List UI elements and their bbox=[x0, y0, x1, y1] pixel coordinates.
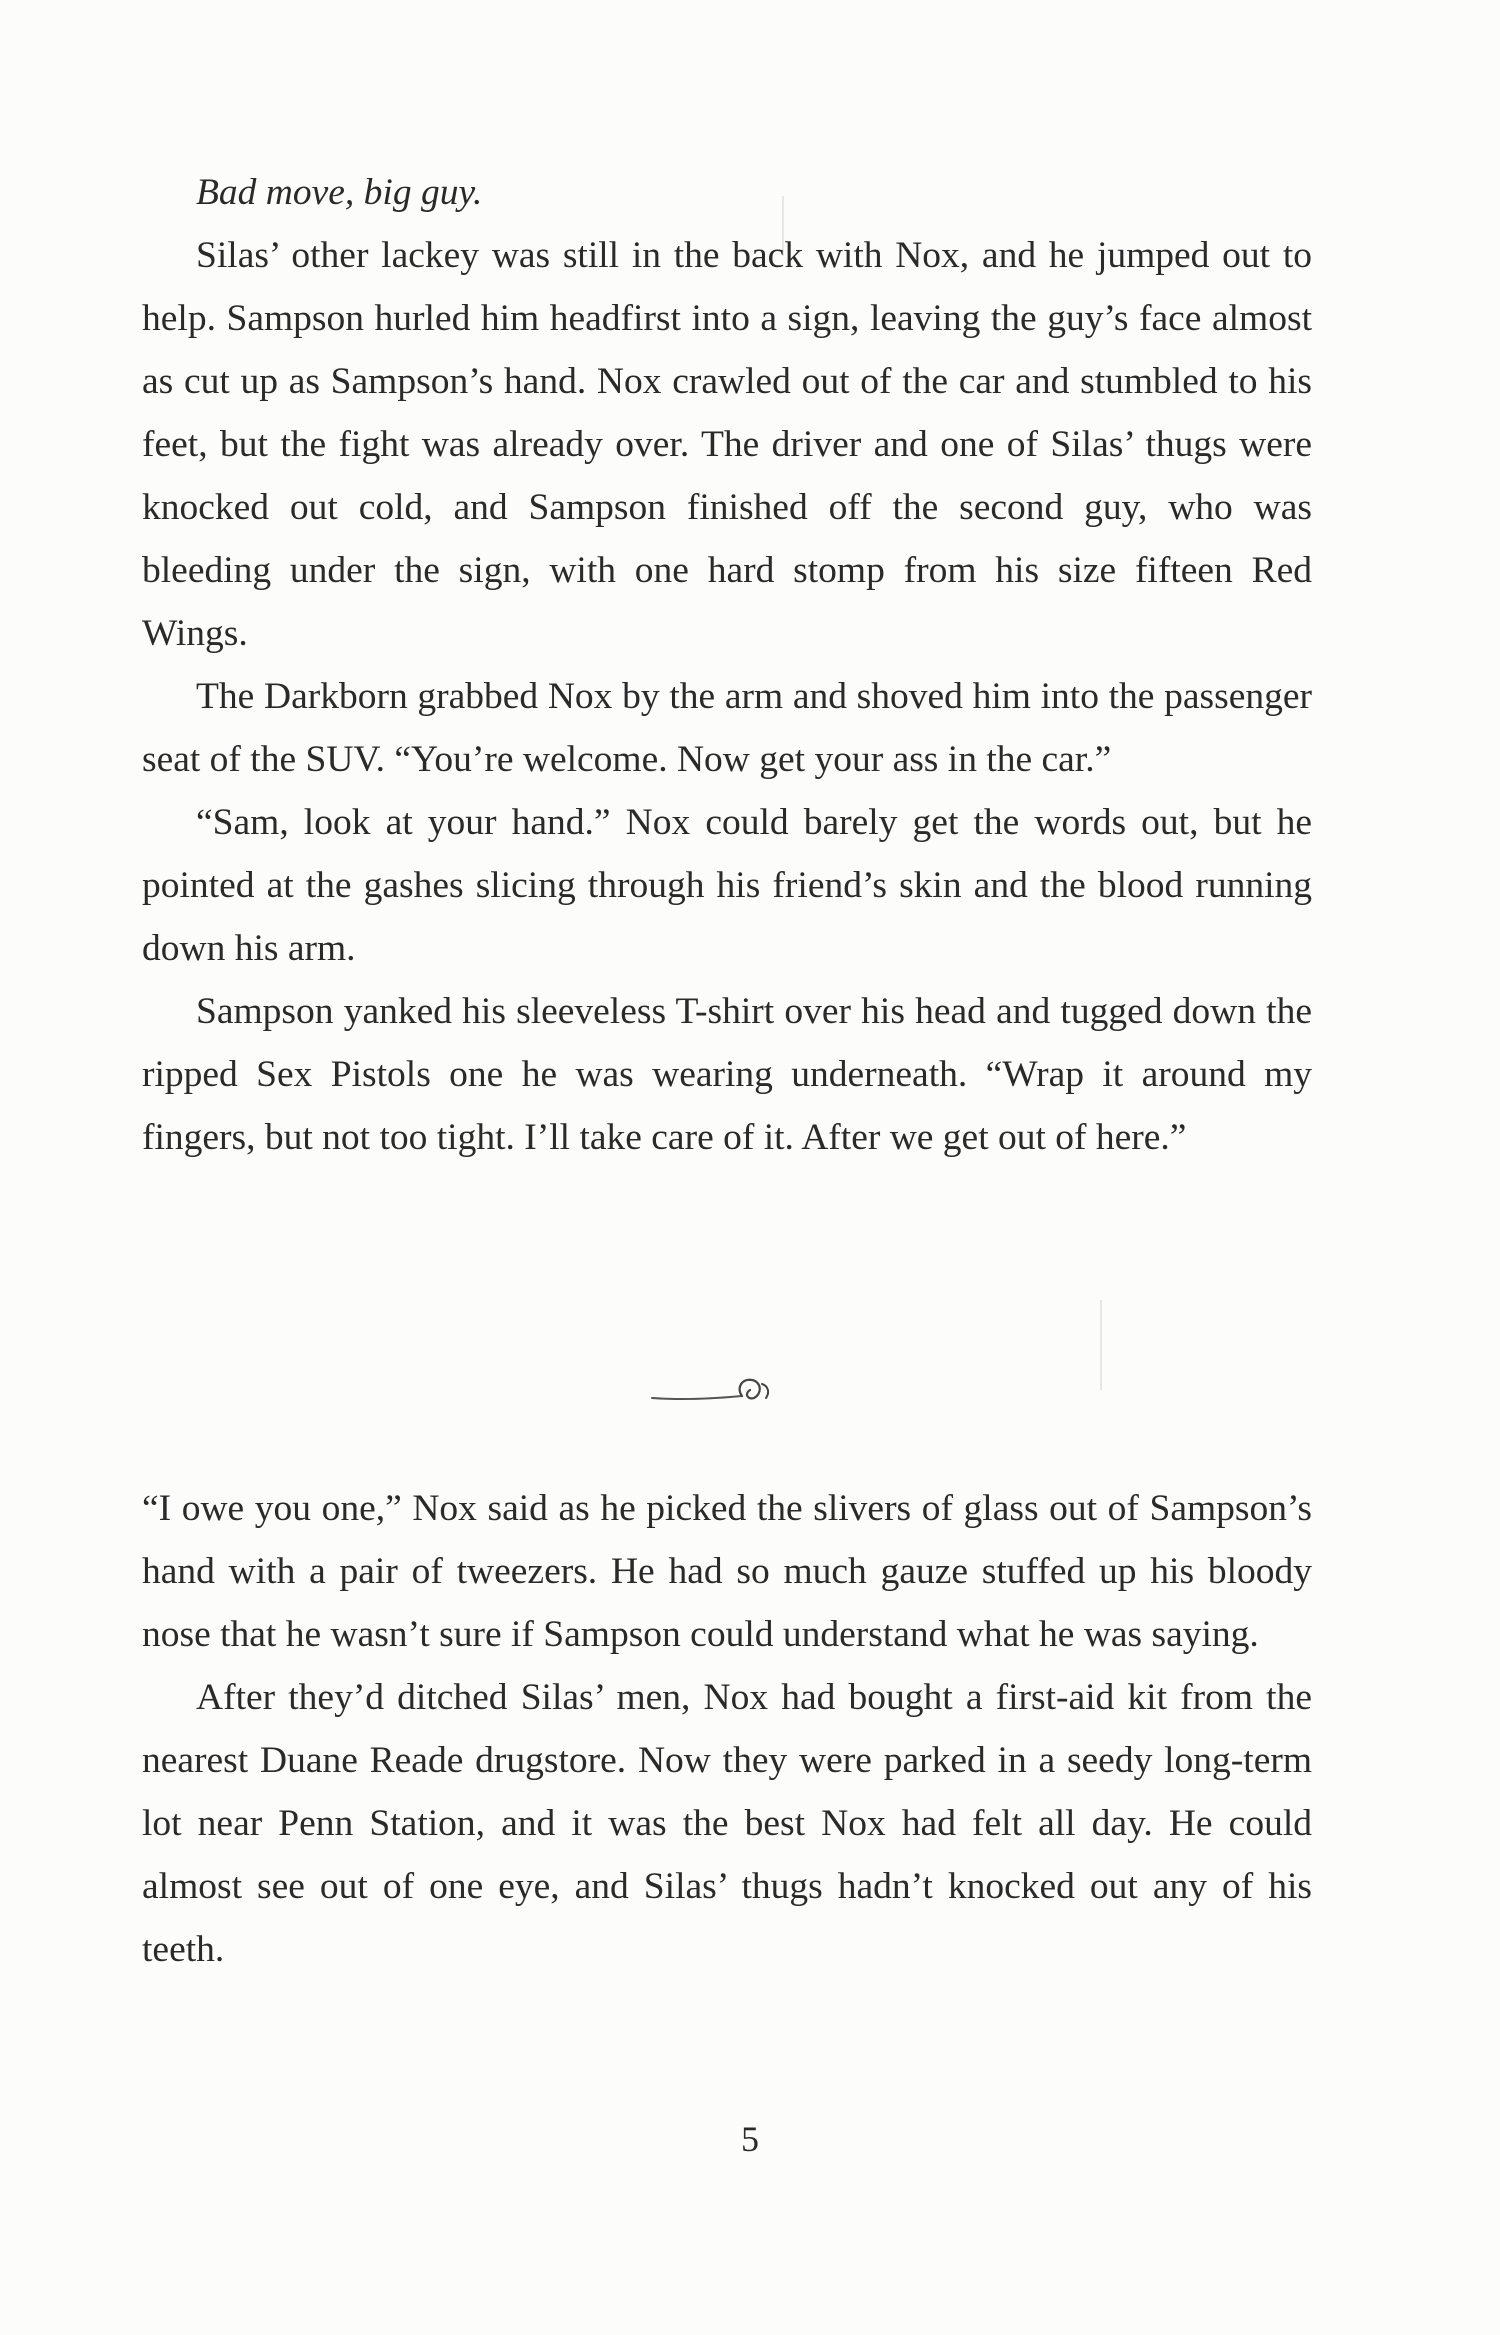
paragraph: The Darkborn grabbed Nox by the arm and shoved him into the passenger seat of the SUV. “You’re welcome. Now get your ass in the car.” bbox=[142, 676, 1312, 780]
paragraph-scene-opening: “I owe you one,” Nox said as he picked the slivers of glass out of Sampson’s hand with a pair of tweezers. He had so much gauze stuffed up his bloody nose that he wasn’t sure if Sampson could understand what he was saying. bbox=[142, 1488, 1312, 1655]
paragraph: Sampson yanked his sleeveless T-shirt over his head and tugged down the ripped Sex Pistols one he was wearing underneath. “Wrap it around my fingers, but not too tight. I’ll take care of it. After we get out of here.” bbox=[142, 991, 1312, 1158]
page-number: 5 bbox=[741, 2119, 759, 2159]
paragraph: “Sam, look at your hand.” Nox could barely get the words out, but he pointed at the gashes slicing through his friend’s skin and the blood running down his arm. bbox=[142, 802, 1312, 969]
paragraph-italic-opening: Bad move, big guy. bbox=[196, 172, 483, 213]
text-block-top bbox=[142, 161, 1312, 1169]
scene-break-flourish-icon bbox=[650, 1362, 810, 1412]
text-block-bottom bbox=[142, 1477, 1312, 1981]
paragraph: Silas’ other lackey was still in the back with Nox, and he jumped out to help. Sampson hurled him headfirst into a sign, leaving the guy’s face almost as cut up as Sampson’s hand. Nox crawled out of the car and stumbled to his feet, but the fight was already over. The driver and one of Silas’ thugs were knocked out cold, and Sampson finished off the second guy, who was bleeding under the sign, with one hard stomp from his size fifteen Red Wings. bbox=[142, 235, 1312, 654]
paragraph: After they’d ditched Silas’ men, Nox had bought a first-aid kit from the nearest Duane Reade drugstore. Now they were parked in a seedy long-term lot near Penn Station, and it was the best Nox had felt all day. He could almost see out of one eye, and Silas’ thugs hadn’t knocked out any of his teeth. bbox=[142, 1677, 1312, 1970]
scan-artifact bbox=[1100, 1300, 1102, 1390]
